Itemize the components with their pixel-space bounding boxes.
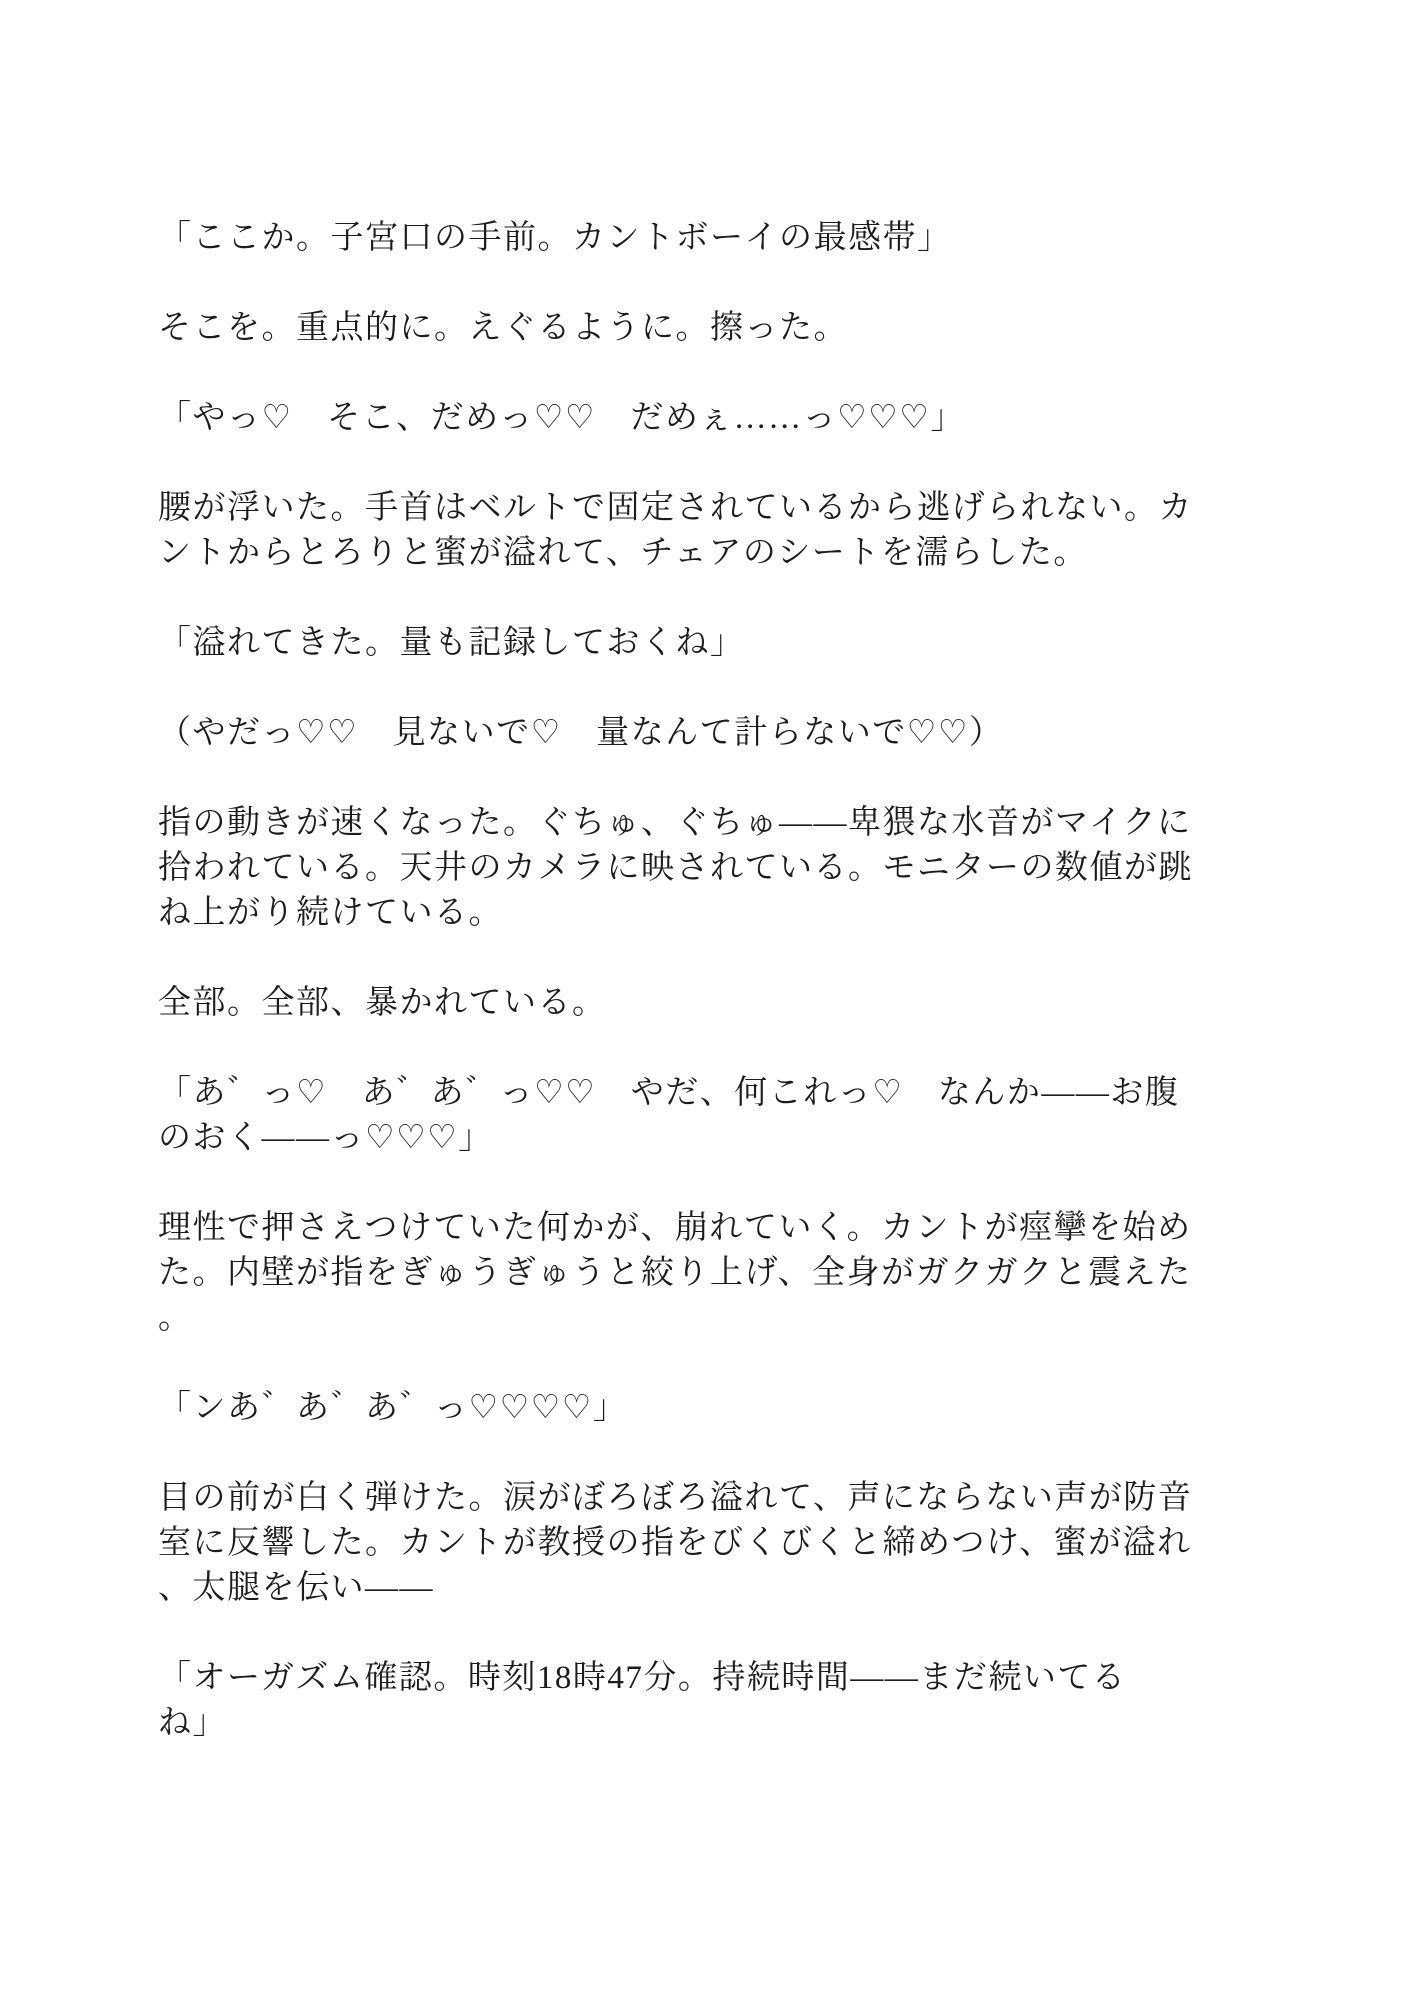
- text-line: のおく――っ♡♡♡」: [158, 1120, 493, 1156]
- paragraph: [158, 1656, 1283, 1746]
- text-line: た。内壁が指をぎゅうぎゅうと絞り上げ、全身がガクガクと震えた: [158, 1255, 1192, 1291]
- text-line: 「ここか。子宮口の手前。カントボーイの最感帯」: [158, 220, 952, 256]
- text-line: 拾われている。天井のカメラに映されている。モニターの数値が跳: [158, 850, 1193, 886]
- text-line: 、太腿を伝い――: [158, 1570, 434, 1606]
- text-line: 「あ゛っ♡ あ゛あ゛っ♡♡ やだ、何これっ♡ なんか――お腹: [158, 1075, 1180, 1111]
- paragraph: [158, 306, 1283, 351]
- text-line: 「オーガズム確認。時刻18時47分。持続時間――まだ続いてる: [158, 1660, 1127, 1696]
- paragraph: [158, 981, 1283, 1026]
- story-text: [158, 216, 1283, 1791]
- paragraph: [158, 801, 1283, 936]
- text-line: そこを。重点的に。えぐるように。擦った。: [158, 310, 848, 346]
- paragraph: [158, 486, 1283, 576]
- paragraph: [158, 216, 1283, 261]
- paragraph: [158, 396, 1283, 441]
- text-line: ントからとろりと蜜が溢れて、チェアのシートを濡らした。: [158, 535, 1088, 571]
- paragraph: [158, 711, 1283, 756]
- text-line: 「やっ♡ そこ、だめっ♡♡ だめぇ……っ♡♡♡」: [158, 400, 965, 436]
- paragraph: [158, 1476, 1283, 1611]
- text-line: 「溢れてきた。量も記録しておくね」: [158, 625, 745, 661]
- text-line: 全部。全部、暴かれている。: [158, 985, 607, 1021]
- text-line: （やだっ♡♡ 見ないで♡ 量なんて計らないで♡♡）: [158, 715, 1004, 751]
- paragraph: [158, 1386, 1283, 1431]
- text-line: 腰が浮いた。手首はベルトで固定されているから逃げられない。カ: [158, 490, 1193, 526]
- text-line: ね上がり続けている。: [158, 895, 503, 931]
- text-line: 「ンあ゛あ゛あ゛っ♡♡♡♡」: [158, 1390, 628, 1426]
- text-line: ね」: [158, 1705, 227, 1741]
- paragraph: [158, 1071, 1283, 1161]
- paragraph: [158, 621, 1283, 666]
- text-line: 指の動きが速くなった。ぐちゅ、ぐちゅ――卑猥な水音がマイクに: [158, 805, 1192, 841]
- text-line: 理性で押さえつけていた何かが、崩れていく。カントが痙攣を始め: [158, 1210, 1192, 1246]
- text-line: 。: [158, 1300, 193, 1336]
- text-line: 室に反響した。カントが教授の指をびくびくと締めつけ、蜜が溢れ: [158, 1525, 1192, 1561]
- paragraph: [158, 1206, 1283, 1341]
- text-line: 目の前が白く弾けた。涙がぼろぼろ溢れて、声にならない声が防音: [158, 1480, 1193, 1516]
